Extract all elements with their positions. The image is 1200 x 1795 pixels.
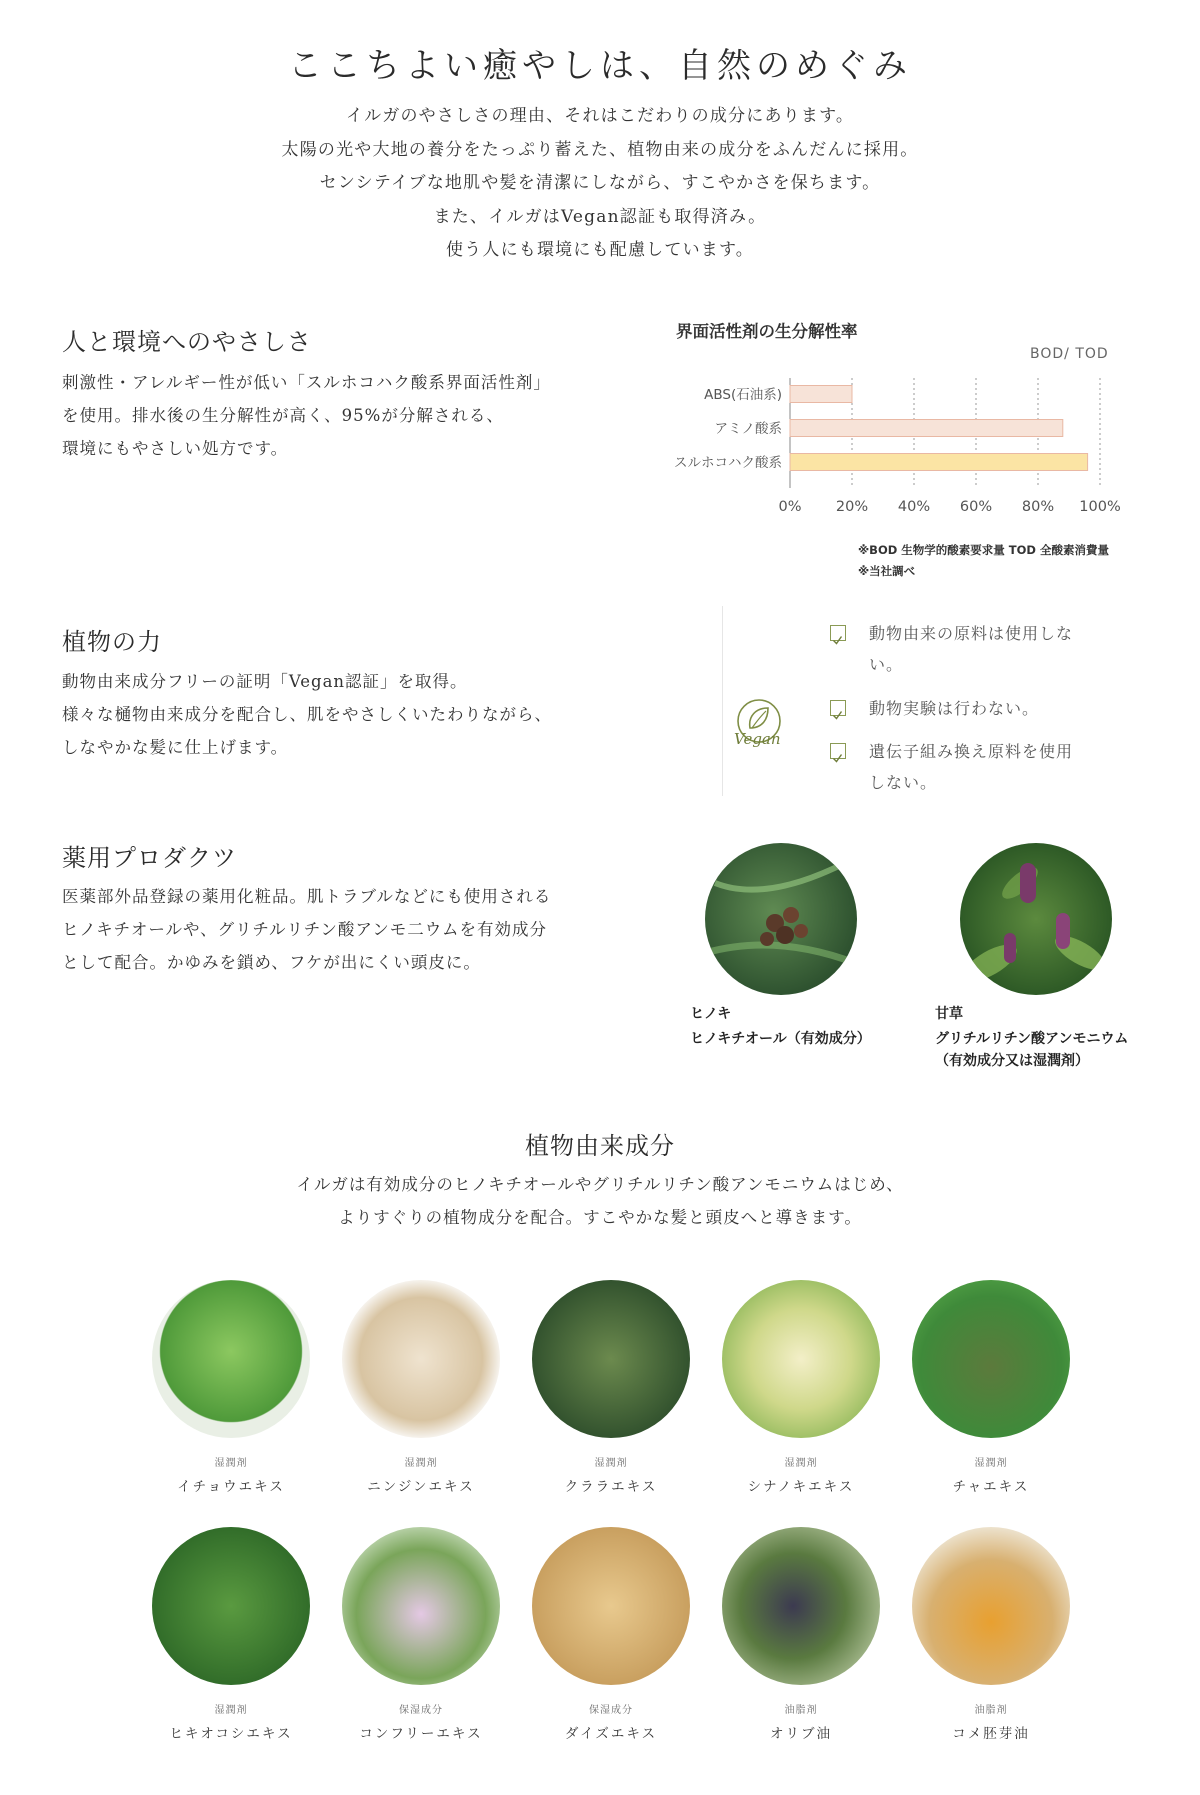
chart-tick-label: 80% (1021, 499, 1055, 515)
body-line: よりすぐりの植物成分を配合。すこやかな髪と頭皮へと導きます。 (338, 1208, 862, 1227)
ingredient-name: ヒキオコシエキス (169, 1726, 293, 1742)
ingredient-category: 油脂剤 (784, 1705, 818, 1716)
intro-text (0, 100, 1200, 268)
ingredient-label (911, 1701, 1071, 1742)
checkbox-icon (830, 700, 846, 716)
ingredient-category: 保湿成分 (589, 1705, 633, 1716)
ingredient-category: 湿潤剤 (214, 1705, 248, 1716)
plant-label-line: 甘草 (935, 1006, 963, 1022)
chart-category-label: ABS(石油系) (704, 387, 782, 403)
licorice-photo-icon (960, 843, 1112, 995)
chart-bar (790, 386, 852, 403)
chart-category-label: アミノ酸系 (714, 421, 782, 437)
chart-tick-label: 20% (835, 499, 869, 515)
body-line: イルガは有効成分のヒノキチオールやグリチルリチン酸アンモニウムはじめ、 (296, 1175, 904, 1194)
tea-photo-icon (912, 1280, 1070, 1438)
ginseng-photo-icon (342, 1280, 500, 1438)
chart-note: ※BOD 生物学的酸素要求量 TOD 全酸素消費量 (858, 543, 1109, 557)
section-body-ingredients (0, 1168, 1200, 1234)
chart-tick-label: 0% (778, 499, 802, 515)
section-title-ingredients: 植物由来成分 (525, 1132, 675, 1160)
ingredient-category: 湿潤剤 (594, 1458, 628, 1469)
body-line: 刺激性・アレルギー性が低い「スルホコハク酸系界面活性剤」 (62, 373, 551, 392)
ingredient-label (341, 1454, 501, 1495)
chart-unit-label: BOD/ TOD (1030, 346, 1109, 362)
body-line: 様々な樋物由来成分を配合し、肌をやさしくいたわりながら、 (62, 705, 552, 724)
ingredient-name: イチョウエキス (177, 1479, 285, 1495)
intro-line: 太陽の光や大地の養分をたっぷり蓄えた、植物由来の成分をふんだんに採用。 (281, 139, 919, 160)
ingredient-category: 湿潤剤 (974, 1458, 1008, 1469)
checkbox-icon (830, 743, 846, 759)
ingredient-name: ニンジンエキス (367, 1479, 475, 1495)
body-line: 動物由来成分フリーの証明「Vegan認証」を取得。 (62, 672, 468, 691)
check-text: 遺伝子組み換え原料を使用 (869, 742, 1074, 761)
ingredient-category: 油脂剤 (974, 1705, 1008, 1716)
check-text: 動物由来の原料は使用しな (869, 624, 1074, 643)
section-body-plant-power (62, 665, 552, 764)
chart-bar (790, 454, 1088, 471)
body-line: として配合。かゆみを鎖め、フケが出にくい頭皮に。 (62, 953, 481, 972)
check-mark-icon (831, 752, 844, 765)
olive-photo-icon (722, 1527, 880, 1685)
section-body-medicated (62, 880, 551, 979)
section-title-plant-power: 植物の力 (62, 628, 162, 656)
ingredient-label (341, 1701, 501, 1742)
chart-bar (790, 420, 1063, 437)
ingredient-name: シナノキエキス (747, 1479, 855, 1495)
body-line: ヒノキチオールや、グリチルリチン酸アンモ二ウムを有効成分 (62, 920, 548, 939)
ingredient-category: 湿潤剤 (404, 1458, 438, 1469)
ingredient-category: 湿潤剤 (784, 1458, 818, 1469)
body-line: 医薬部外品登録の薬用化粧品。肌トラブルなどにも使用される (62, 887, 552, 906)
check-mark-icon (831, 634, 844, 647)
plant-label-hinoki (690, 1002, 871, 1052)
ingredient-name: ダイズエキス (564, 1726, 658, 1742)
section-title-medicated: 薬用プロダクツ (62, 844, 237, 872)
chart-tick-label: 40% (897, 499, 931, 515)
divider (722, 606, 723, 796)
ingredient-label (721, 1701, 881, 1742)
ingredient-name: チャエキス (952, 1479, 1030, 1495)
check-text: しない。 (869, 773, 938, 792)
plant-label-licorice (935, 1002, 1128, 1070)
chart-tick-label: 60% (959, 499, 993, 515)
ingredient-label (531, 1701, 691, 1742)
ingredient-name: オリブ油 (770, 1726, 832, 1742)
page-title: ここちよい癒やしは、自然のめぐみ (288, 46, 912, 86)
ingredient-category: 保湿成分 (399, 1705, 443, 1716)
sophora-photo-icon (532, 1280, 690, 1438)
ingredient-label (151, 1701, 311, 1742)
vegan-logo-text: Vegan (734, 730, 781, 748)
comfrey-photo-icon (342, 1527, 500, 1685)
plant-label-line: （有効成分又は湿潤剤） (935, 1053, 1089, 1069)
ingredient-name: クララエキス (564, 1479, 658, 1495)
plant-label-line: グリチルリチン酸アンモニウム (935, 1031, 1129, 1047)
section-body-eco (62, 366, 551, 465)
ingredient-name: コンフリーエキス (359, 1726, 483, 1742)
biodegradability-chart (640, 370, 1140, 530)
body-line: 環境にもやさしい処方です。 (62, 439, 289, 458)
ingredient-label (911, 1454, 1071, 1495)
chart-category-label: スルホコハク酸系 (674, 455, 782, 471)
isodon-photo-icon (152, 1527, 310, 1685)
intro-line: また、イルガはVegan認証も取得済み。 (433, 206, 767, 227)
body-line: しなやかな髪に仕上げます。 (62, 738, 289, 757)
chart-note: ※当社調べ (858, 564, 916, 578)
section-title-eco: 人と環境へのやさしさ (62, 328, 312, 356)
check-mark-icon (831, 709, 844, 722)
ginkgo-photo-icon (152, 1280, 310, 1438)
checkbox-icon (830, 625, 846, 641)
check-text: 動物実験は行わない。 (869, 699, 1040, 718)
ingredient-category: 湿潤剤 (214, 1458, 248, 1469)
vegan-logo (728, 694, 790, 756)
plant-label-line: ヒノキ (690, 1006, 732, 1022)
intro-line: 使う人にも環境にも配慮しています。 (445, 240, 755, 260)
rice-germ-photo-icon (912, 1527, 1070, 1685)
plant-label-line: ヒノキチオール（有効成分） (690, 1031, 871, 1047)
body-line: を使用。排水後の生分解性が高く、95%が分解される、 (62, 406, 504, 425)
check-text: い。 (869, 655, 904, 674)
hinoki-photo-icon (705, 843, 857, 995)
ingredient-label (531, 1454, 691, 1495)
intro-line: センシテイブな地肌や髪を清潔にしながら、すこやかさを保ちます。 (319, 173, 881, 193)
ingredient-name: コメ胚芽油 (952, 1726, 1030, 1742)
linden-photo-icon (722, 1280, 880, 1438)
intro-line: イルガのやさしさの理由、それはこだわりの成分にあります。 (345, 106, 855, 126)
chart-title: 界面活性剤の生分解性率 (676, 322, 858, 341)
ingredient-label (151, 1454, 311, 1495)
chart-tick-label: 100% (1079, 499, 1121, 515)
soybean-photo-icon (532, 1527, 690, 1685)
ingredient-label (721, 1454, 881, 1495)
